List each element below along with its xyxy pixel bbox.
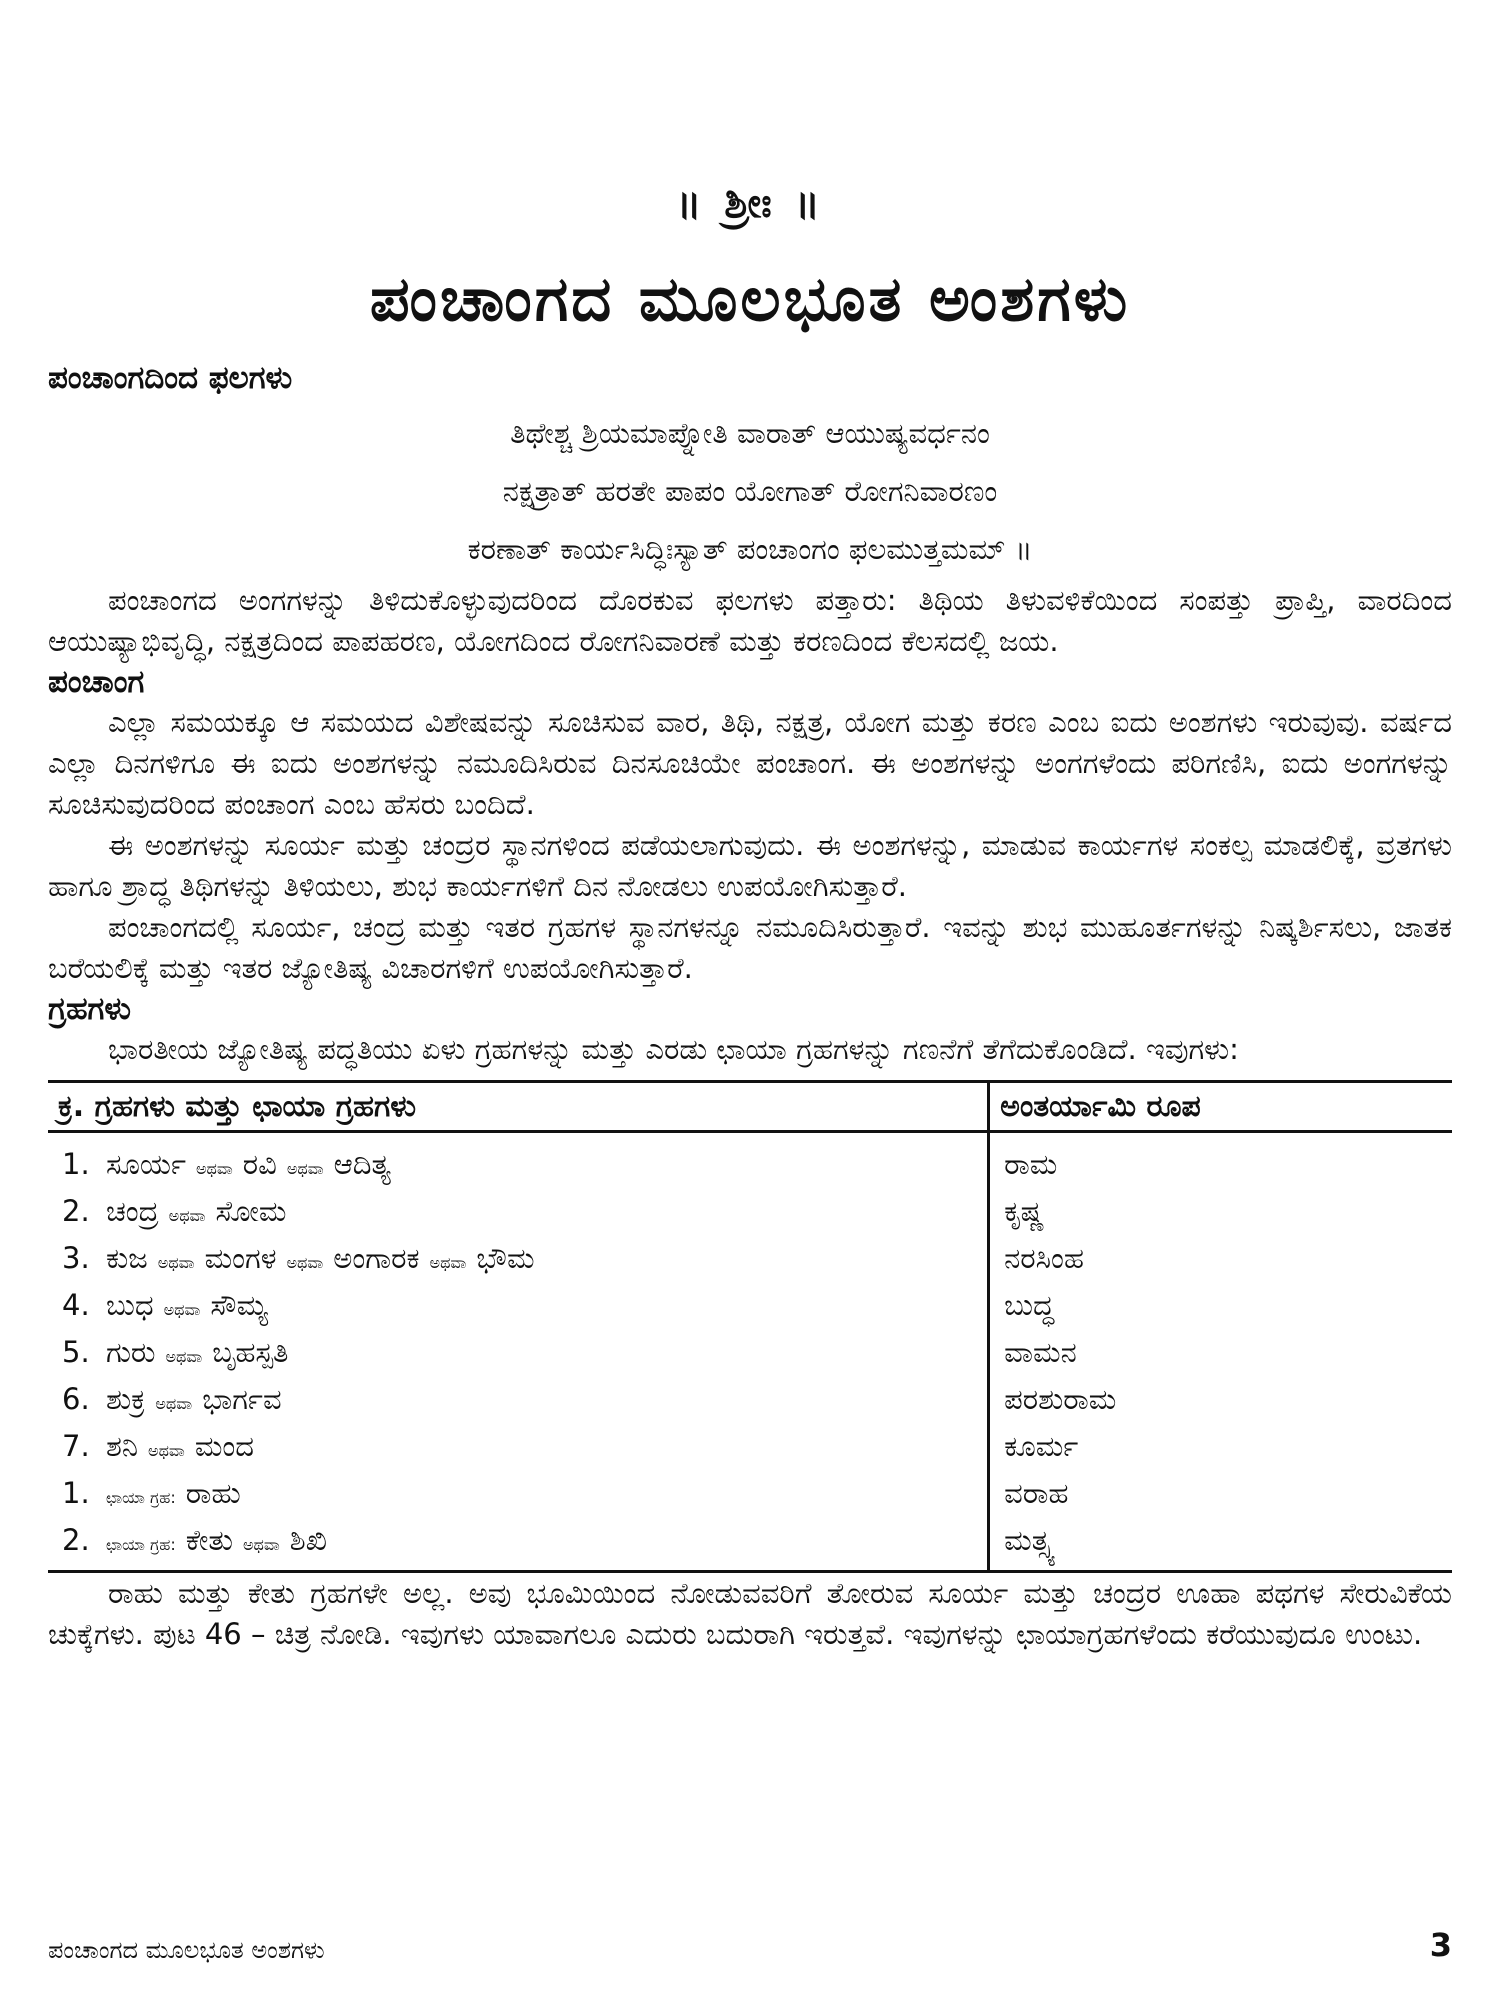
section-heading-panchanga: ಪಂಚಾಂಗ bbox=[48, 664, 145, 700]
graha-name: ಶಿಖಿ bbox=[289, 1523, 328, 1557]
table-row bbox=[48, 1472, 1452, 1519]
table-row bbox=[48, 1519, 1452, 1572]
graha-name: ಶುಕ್ರ bbox=[106, 1382, 146, 1416]
row-number: 4. bbox=[62, 1288, 90, 1322]
or-separator: ಅಥವಾ bbox=[286, 1253, 324, 1272]
graha-cell bbox=[48, 1425, 989, 1472]
or-separator: ಅಥವಾ bbox=[163, 1300, 201, 1319]
or-separator: ಅಥವಾ bbox=[195, 1159, 233, 1178]
shadow-planet-prefix: ಛಾಯಾ ಗ್ರಹ: bbox=[106, 1535, 176, 1554]
table-row bbox=[48, 1425, 1452, 1472]
graha-name: ಕುಜ bbox=[106, 1241, 148, 1275]
row-number: 1. bbox=[62, 1147, 90, 1181]
graha-cell bbox=[48, 1472, 989, 1519]
or-separator: ಅಥವಾ bbox=[165, 1347, 203, 1366]
graha-cell bbox=[48, 1190, 989, 1237]
antaryami-form: ಮತ್ಸ್ಯ bbox=[989, 1519, 1452, 1572]
sanskrit-verse bbox=[48, 404, 1452, 578]
page-footer bbox=[48, 1926, 1452, 1964]
table-row bbox=[48, 1132, 1452, 1191]
table-row bbox=[48, 1190, 1452, 1237]
row-number: 2. bbox=[62, 1194, 90, 1228]
graha-name: ಆದಿತ್ಯ bbox=[333, 1147, 391, 1181]
row-number: 1. bbox=[62, 1476, 90, 1510]
paragraph: ರಾಹು ಮತ್ತು ಕೇತು ಗ್ರಹಗಳೇ ಅಲ್ಲ. ಅವು ಭೂಮಿಯಿಂದ ನೋಡುವವರಿಗೆ ತೋರುವ ಸೂರ್ಯ ಮತ್ತು ಚಂದ್ರರ ಊಹಾ ಪಥಗಳ ಸೇರುವಿಕೆಯ ಚುಕ್ಕೆಗಳು. ಪುಟ 46 – ಚಿತ್ರ ನೋಡಿ. ಇವುಗಳು ಯಾವಾಗಲೂ ಎದುರು ಬದುರಾಗಿ ಇರುತ್ತವೆ. ಇವುಗಳನ್ನು ಛಾಯಾಗ್ರಹಗಳೆಂದು ಕರೆಯುವುದೂ ಉಂಟು. bbox=[48, 1576, 1452, 1651]
antaryami-form: ಪರಶುರಾಮ bbox=[989, 1378, 1452, 1425]
antaryami-form: ಬುದ್ಧ bbox=[989, 1284, 1452, 1331]
graha-name: ಶನಿ bbox=[106, 1429, 139, 1463]
row-number: 2. bbox=[62, 1523, 90, 1557]
or-separator: ಅಥವಾ bbox=[157, 1253, 195, 1272]
graha-name: ಭೌಮ bbox=[476, 1241, 535, 1275]
row-number: 5. bbox=[62, 1335, 90, 1369]
graha-cell bbox=[48, 1237, 989, 1284]
graha-cell bbox=[48, 1519, 989, 1572]
verse-line: ತಿಥೇಶ್ಚ ಶ್ರಿಯಮಾಪ್ನೋತಿ ವಾರಾತ್ ಆಯುಷ್ಯವರ್ಧನಂ bbox=[510, 416, 990, 450]
antaryami-form: ಕೂರ್ಮ bbox=[989, 1425, 1452, 1472]
paragraph: ಎಲ್ಲಾ ಸಮಯಕ್ಕೂ ಆ ಸಮಯದ ವಿಶೇಷವನ್ನು ಸೂಚಿಸುವ ವಾರ, ತಿಥಿ, ನಕ್ಷತ್ರ, ಯೋಗ ಮತ್ತು ಕರಣ ಎಂಬ ಐದು ಅಂಶಗಳು ಇರುವುವು. ವರ್ಷದ ಎಲ್ಲಾ ದಿನಗಳಿಗೂ ಈ ಐದು ಅಂಶಗಳನ್ನು ನಮೂದಿಸಿರುವ ದಿನಸೂಚಿಯೇ ಪಂಚಾಂಗ. ಈ ಅಂಶಗಳನ್ನು ಅಂಗಗಳೆಂದು ಪರಿಗಣಿಸಿ, ಐದು ಅಂಗಗಳನ್ನು ಸೂಚಿಸುವುದರಿಂದ ಪಂಚಾಂಗ ಎಂಬ ಹೆಸರು ಬಂದಿದೆ. bbox=[48, 705, 1452, 821]
paragraph: ಪಂಚಾಂಗದ ಅಂಗಗಳನ್ನು ತಿಳಿದುಕೊಳ್ಳುವುದರಿಂದ ದೊರಕುವ ಫಲಗಳು ಪತ್ತಾರು: ತಿಥಿಯ ತಿಳುವಳಿಕೆಯಿಂದ ಸಂಪತ್ತು ಪ್ರಾಪ್ತಿ, ವಾರದಿಂದ ಆಯುಷ್ಯಾಭಿವೃದ್ಧಿ, ನಕ್ಷತ್ರದಿಂದ ಪಾಪಹರಣ, ಯೋಗದಿಂದ ರೋಗನಿವಾರಣೆ ಮತ್ತು ಕರಣದಿಂದ ಕೆಲಸದಲ್ಲಿ ಜಯ. bbox=[48, 583, 1452, 658]
verse-line: ನಕ್ಷತ್ರಾತ್ ಹರತೇ ಪಾಪಂ ಯೋಗಾತ್ ರೋಗನಿವಾರಣಂ bbox=[502, 474, 998, 508]
graha-name: ಮಂಗಳ bbox=[204, 1241, 277, 1275]
graha-name: ಬೃಹಸ್ಪತಿ bbox=[212, 1335, 289, 1369]
antaryami-form: ವರಾಹ bbox=[989, 1472, 1452, 1519]
graha-cell bbox=[48, 1284, 989, 1331]
graha-name: ಅಂಗಾರಕ bbox=[333, 1241, 420, 1275]
graha-name: ಬುಧ bbox=[106, 1288, 154, 1322]
or-separator: ಅಥವಾ bbox=[286, 1159, 324, 1178]
or-separator: ಅಥವಾ bbox=[155, 1394, 193, 1413]
column-header-form: ಅಂತರ್ಯಾಮಿ ರೂಪ bbox=[989, 1082, 1452, 1132]
table-row bbox=[48, 1237, 1452, 1284]
paragraph: ಈ ಅಂಶಗಳನ್ನು ಸೂರ್ಯ ಮತ್ತು ಚಂದ್ರರ ಸ್ಥಾನಗಳಿಂದ ಪಡೆಯಲಾಗುವುದು. ಈ ಅಂಶಗಳನ್ನು, ಮಾಡುವ ಕಾರ್ಯಗಳ ಸಂಕಲ್ಪ ಮಾಡಲಿಕ್ಕೆ, ವ್ರತಗಳು ಹಾಗೂ ಶ್ರಾದ್ಧ ತಿಥಿಗಳನ್ನು ತಿಳಿಯಲು, ಶುಭ ಕಾರ್ಯಗಳಿಗೆ ದಿನ ನೋಡಲು ಉಪಯೋಗಿಸುತ್ತಾರೆ. bbox=[48, 828, 1452, 903]
graha-cell bbox=[48, 1378, 989, 1425]
column-header-grahas: ಕ್ರ. ಗ್ರಹಗಳು ಮತ್ತು ಛಾಯಾ ಗ್ರಹಗಳು bbox=[48, 1082, 989, 1132]
graha-name: ರವಿ bbox=[242, 1147, 277, 1181]
graha-cell bbox=[48, 1331, 989, 1378]
graha-name: ಗುರು bbox=[106, 1335, 156, 1369]
graha-name: ಮಂದ bbox=[194, 1429, 255, 1463]
graha-name: ಭಾರ್ಗವ bbox=[202, 1382, 282, 1416]
section-heading-benefits: ಪಂಚಾಂಗದಿಂದ ಫಲಗಳು bbox=[48, 360, 293, 396]
row-number: 7. bbox=[62, 1429, 90, 1463]
table-body bbox=[48, 1132, 1452, 1572]
or-separator: ಅಥವಾ bbox=[242, 1535, 280, 1554]
table-row bbox=[48, 1284, 1452, 1331]
or-separator: ಅಥವಾ bbox=[429, 1253, 467, 1272]
grahas-table bbox=[48, 1080, 1452, 1573]
table-row bbox=[48, 1378, 1452, 1425]
graha-name: ರಾಹು bbox=[185, 1476, 241, 1510]
paragraph: ಭಾರತೀಯ ಜ್ಯೋತಿಷ್ಯ ಪದ್ಧತಿಯು ಏಳು ಗ್ರಹಗಳನ್ನು ಮತ್ತು ಎರಡು ಛಾಯಾ ಗ್ರಹಗಳನ್ನು ಗಣನೆಗೆ ತೆಗೆದುಕೊಂಡಿದೆ. ಇವುಗಳು: bbox=[108, 1032, 1239, 1066]
table-row bbox=[48, 1331, 1452, 1378]
graha-name: ಚಂದ್ರ bbox=[106, 1194, 159, 1228]
section-heading-grahas: ಗ್ರಹಗಳು bbox=[48, 991, 132, 1027]
graha-name: ಸೌಮ್ಯ bbox=[210, 1288, 269, 1322]
footer-title: ಪಂಚಾಂಗದ ಮೂಲಭೂತ ಅಂಶಗಳು bbox=[48, 1936, 325, 1964]
paragraph: ಪಂಚಾಂಗದಲ್ಲಿ ಸೂರ್ಯ, ಚಂದ್ರ ಮತ್ತು ಇತರ ಗ್ರಹಗಳ ಸ್ಥಾನಗಳನ್ನೂ ನಮೂದಿಸಿರುತ್ತಾರೆ. ಇವನ್ನು ಶುಭ ಮುಹೂರ್ತಗಳನ್ನು ನಿಷ್ಕರ್ಶಿಸಲು, ಜಾತಕ ಬರೆಯಲಿಕ್ಕೆ ಮತ್ತು ಇತರ ಜ್ಯೋತಿಷ್ಯ ವಿಚಾರಗಳಿಗೆ ಉಪಯೋಗಿಸುತ್ತಾರೆ. bbox=[48, 910, 1452, 985]
row-number: 3. bbox=[62, 1241, 90, 1275]
graha-name: ಸೂರ್ಯ bbox=[106, 1147, 186, 1181]
graha-cell bbox=[48, 1132, 989, 1191]
verse-line: ಕರಣಾತ್ ಕಾರ್ಯಸಿದ್ಧಿಃಸ್ಯಾತ್ ಪಂಚಾಂಗಂ ಫಲಮುತ್ತಮಮ್ ॥ bbox=[467, 532, 1033, 566]
invocation: ॥ ಶ್ರೀಃ ॥ bbox=[676, 178, 824, 227]
page-number: 3 bbox=[1429, 1926, 1452, 1964]
table-header-row bbox=[48, 1082, 1452, 1132]
graha-name: ಸೋಮ bbox=[215, 1194, 287, 1228]
or-separator: ಅಥವಾ bbox=[148, 1441, 185, 1460]
shadow-planet-prefix: ಛಾಯಾ ಗ್ರಹ: bbox=[106, 1488, 176, 1507]
page-content bbox=[48, 358, 1452, 1655]
or-separator: ಅಥವಾ bbox=[168, 1206, 206, 1225]
antaryami-form: ನರಸಿಂಹ bbox=[989, 1237, 1452, 1284]
antaryami-form: ರಾಮ bbox=[989, 1132, 1452, 1191]
graha-name: ಕೇತು bbox=[185, 1523, 233, 1557]
row-number: 6. bbox=[62, 1382, 90, 1416]
antaryami-form: ಕೃಷ್ಣ bbox=[989, 1190, 1452, 1237]
antaryami-form: ವಾಮನ bbox=[989, 1331, 1452, 1378]
page-title: ಪಂಚಾಂಗದ ಮೂಲಭೂತ ಅಂಶಗಳು bbox=[369, 262, 1131, 335]
